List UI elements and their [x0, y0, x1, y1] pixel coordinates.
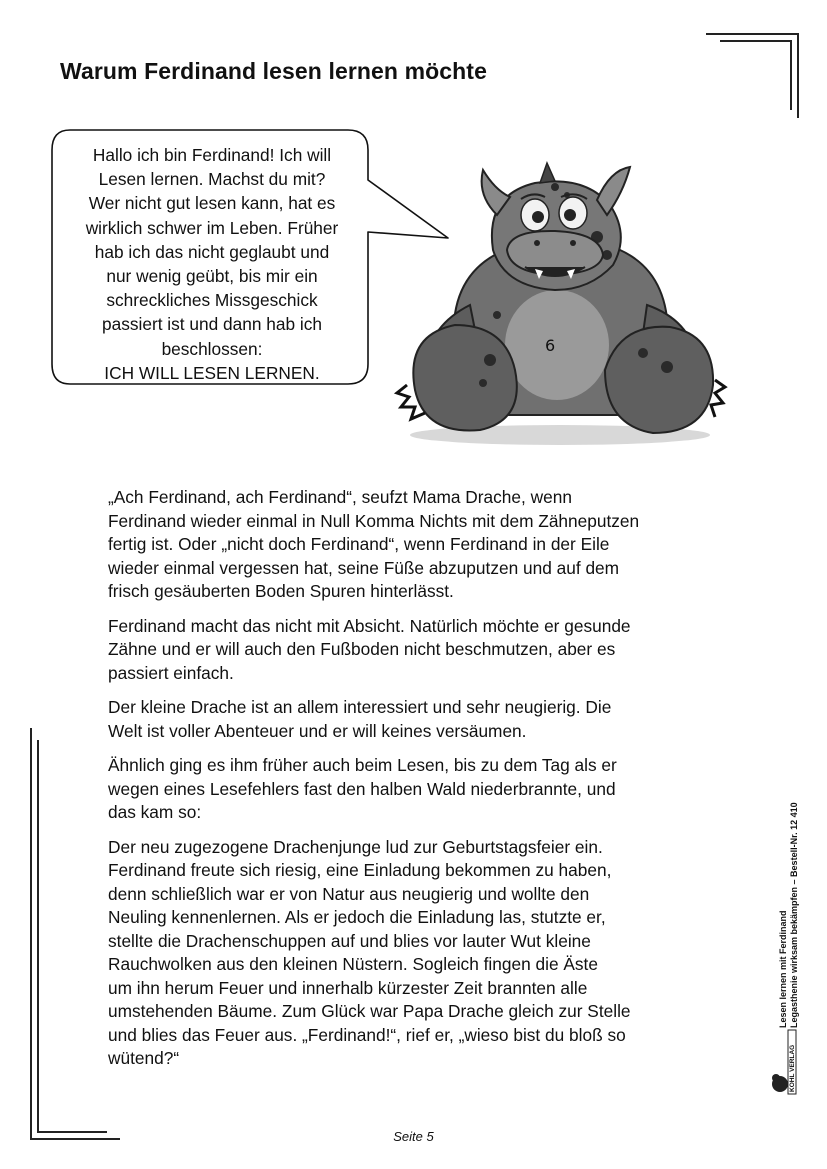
sidebar-line-1: Lesen lernen mit Ferdinand [778, 910, 788, 1028]
corner-mark-top-right-h2 [720, 40, 792, 42]
sidebar-imprint [778, 802, 800, 1028]
bubble-line: wirklich schwer im Leben. Früher [85, 217, 339, 238]
story-paragraph [108, 754, 748, 825]
story-line: „Ach Ferdinand, ach Ferdinand“, seufzt Mama Drache, wenn [108, 487, 572, 507]
speech-bubble-text [62, 143, 362, 385]
story-paragraph [108, 486, 748, 604]
story-line: Zähne und er will auch den Fußboden nicht beschmutzen, aber es [108, 639, 616, 659]
story-text [108, 486, 748, 1082]
story-line: Ferdinand freute sich riesig, eine Einladung bekommen zu haben, [108, 860, 612, 880]
bubble-line: nur wenig geübt, bis mir ein [106, 266, 318, 287]
corner-mark-top-right-h [706, 33, 798, 35]
story-line: Der neu zugezogene Drachenjunge lud zur Geburtstagsfeier ein. [108, 836, 603, 857]
publisher-logo [768, 1028, 798, 1098]
story-line: wütend?“ [108, 1048, 180, 1068]
corner-mark-bottom-left-v2 [37, 740, 39, 1132]
page-title: Warum Ferdinand lesen lernen möchte [60, 58, 487, 84]
bubble-line: Hallo ich bin Ferdinand! Ich will [92, 145, 332, 165]
story-line: Ferdinand macht das nicht mit Absicht. Natürlich möchte er gesunde [108, 615, 631, 636]
story-line: Neuling kennenlernen. Als er jedoch die Einladung las, stutzte er, [108, 907, 606, 927]
story-line: Ferdinand wieder einmal in Null Komma Nichts mit dem Zähneputzen [108, 510, 640, 531]
sidebar-line-2: Legasthenie wirksam bekämpfen – Bestell-Nr. 12 410 [789, 802, 799, 1028]
story-line: wegen eines Lesefehlers fast den halben Wald niederbrannte, und [108, 778, 616, 799]
story-line: fertig ist. Oder „nicht doch Ferdinand“, wenn Ferdinand in der Eile [108, 534, 610, 554]
bubble-line: hab ich das nicht geglaubt und [94, 241, 330, 262]
story-paragraph [108, 615, 748, 686]
bubble-line: Lesen lernen. Machst du mit? [98, 169, 326, 190]
bubble-line: schreckliches Missgeschick [106, 290, 318, 311]
story-line: Der kleine Drache ist an allem interessiert und sehr neugierig. Die [108, 697, 612, 717]
story-line: Rauchwolken aus den kleinen Nüstern. Sogleich fingen die Äste [108, 954, 598, 974]
story-line: Ähnlich ging es ihm früher auch beim Lesen, bis zu dem Tag als er [108, 755, 617, 775]
story-line: und blies das Feuer aus. „Ferdinand!“, rief er, „wieso bist du bloß so [108, 1024, 626, 1045]
story-line: passiert einfach. [108, 662, 234, 683]
story-line: denn schließlich war er von Natur aus neugierig und wollte den [108, 883, 590, 904]
story-line: das kam so: [108, 802, 202, 822]
story-line: frisch gesäuberten Boden Spuren hinterlässt. [108, 581, 454, 601]
bubble-line: beschlossen: [161, 338, 263, 359]
bubble-line: Wer nicht gut lesen kann, hat es [88, 193, 336, 214]
story-line: stellte die Drachenschuppen auf und blies vor lauter Wut kleine [108, 930, 591, 951]
bubble-line: ICH WILL LESEN LERNEN. [104, 362, 320, 383]
publisher-name: KOHL VERLAG [789, 1044, 796, 1092]
story-line: um ihn herum Feuer und innerhalb kürzester Zeit brannten alle [108, 977, 588, 998]
bubble-line: passiert ist und dann hab ich [102, 314, 322, 335]
story-line: wieder einmal vergessen hat, seine Füße abzuputzen und auf dem [108, 557, 620, 578]
belly-number: 6 [545, 336, 556, 355]
dragon-illustration [385, 155, 730, 465]
story-paragraph [108, 836, 748, 1071]
story-paragraph [108, 696, 748, 743]
corner-mark-bottom-left-v [30, 728, 32, 1139]
corner-mark-top-right-v [797, 33, 799, 118]
story-line: umstehenden Bäume. Zum Glück war Papa Drache gleich zur Stelle [108, 1001, 631, 1021]
page-number: Seite 5 [393, 1129, 434, 1144]
story-line: Welt ist voller Abenteuer und er will keines versäumen. [108, 720, 527, 741]
corner-mark-top-right-v2 [790, 40, 792, 110]
